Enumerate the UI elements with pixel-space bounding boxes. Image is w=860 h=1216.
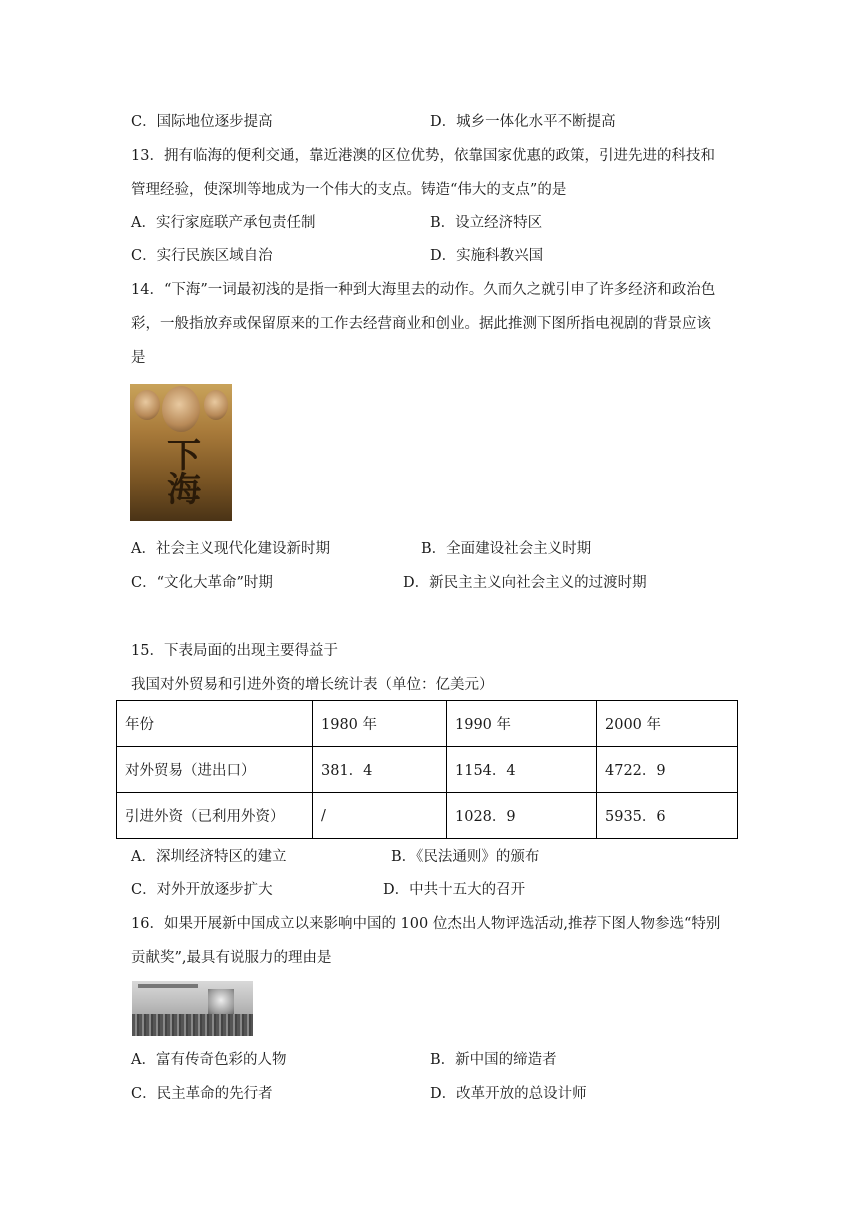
q14-option-b: B．全面建设社会主义时期 [421,541,592,557]
table-row [117,747,738,793]
q14-option-a: A．社会主义现代化建设新时期 [131,541,330,557]
table-row [117,793,738,839]
table-cell: 对外贸易（进出口） [117,747,313,793]
table-cell: 1154．4 [447,747,597,793]
q13-stem-line-1: 13．拥有临海的便利交通，靠近港澳的区位优势，依靠国家优惠的政策，引进先进的科技和 [131,148,715,164]
trade-investment-table [116,700,738,839]
poster-face-center [162,386,200,432]
q16-stem-line-1: 16．如果开展新中国成立以来影响中国的 100 位杰出人物评选活动,推荐下图人物参选“特别 [131,916,721,932]
q16-option-c: C．民主革命的先行者 [131,1086,273,1102]
q15-option-a: A．深圳经济特区的建立 [131,849,287,865]
tv-drama-poster-image [130,384,232,521]
table-cell: 4722．9 [597,747,738,793]
historical-figure-photo [132,981,253,1036]
table-cell: 引进外资（已利用外资） [117,793,313,839]
photo-caption-strip [138,984,198,988]
q16-option-a: A．富有传奇色彩的人物 [131,1052,287,1068]
table-header-cell: 1990 年 [447,701,597,747]
table-cell: 1028．9 [447,793,597,839]
q14-stem-line-3: 是 [131,350,146,366]
q16-stem-line-2: 贡献奖”,最具有说服力的理由是 [131,950,332,966]
q15-table-title: 我国对外贸易和引进外资的增长统计表（单位：亿美元） [131,677,494,693]
table-cell: 381．4 [313,747,447,793]
q12-option-d: D．城乡一体化水平不断提高 [430,114,616,130]
q15-option-b: B．《民法通则》的颁布 [391,849,540,865]
q13-stem-line-2: 管理经验，使深圳等地成为一个伟大的支点。铸造“伟大的支点”的是 [131,182,567,198]
q16-option-b: B．新中国的缔造者 [430,1052,557,1068]
table-header-cell: 年份 [117,701,313,747]
table-header-cell: 2000 年 [597,701,738,747]
photo-crowd [132,1014,253,1036]
q13-option-c: C．实行民族区域自治 [131,248,273,264]
q13-option-a: A．实行家庭联产承包责任制 [131,215,316,231]
table-cell: 5935．6 [597,793,738,839]
q13-option-d: D．实施科教兴国 [430,248,544,264]
poster-title: 下海 [167,436,201,510]
q15-option-c: C．对外开放逐步扩大 [131,882,273,898]
q14-option-d: D．新民主主义向社会主义的过渡时期 [403,575,647,591]
q14-option-c: C．“文化大革命”时期 [131,575,273,591]
table-header-cell: 1980 年 [313,701,447,747]
poster-face-left [134,390,160,420]
q14-stem-line-1: 14．“下海”一词最初浅的是指一种到大海里去的动作。久而久之就引申了许多经济和政治色 [131,282,716,298]
table-header-row [117,701,738,747]
q13-option-b: B．设立经济特区 [430,215,543,231]
q16-option-d: D．改革开放的总设计师 [430,1086,587,1102]
q15-option-d: D．中共十五大的召开 [383,882,526,898]
q14-stem-line-2: 彩，一般指放弃或保留原来的工作去经营商业和创业。据此推测下图所指电视剧的背景应该 [131,316,711,332]
poster-face-right [204,390,228,420]
q15-stem: 15．下表局面的出现主要得益于 [131,643,338,659]
q12-option-c: C．国际地位逐步提高 [131,114,273,130]
table-cell: / [313,793,447,839]
